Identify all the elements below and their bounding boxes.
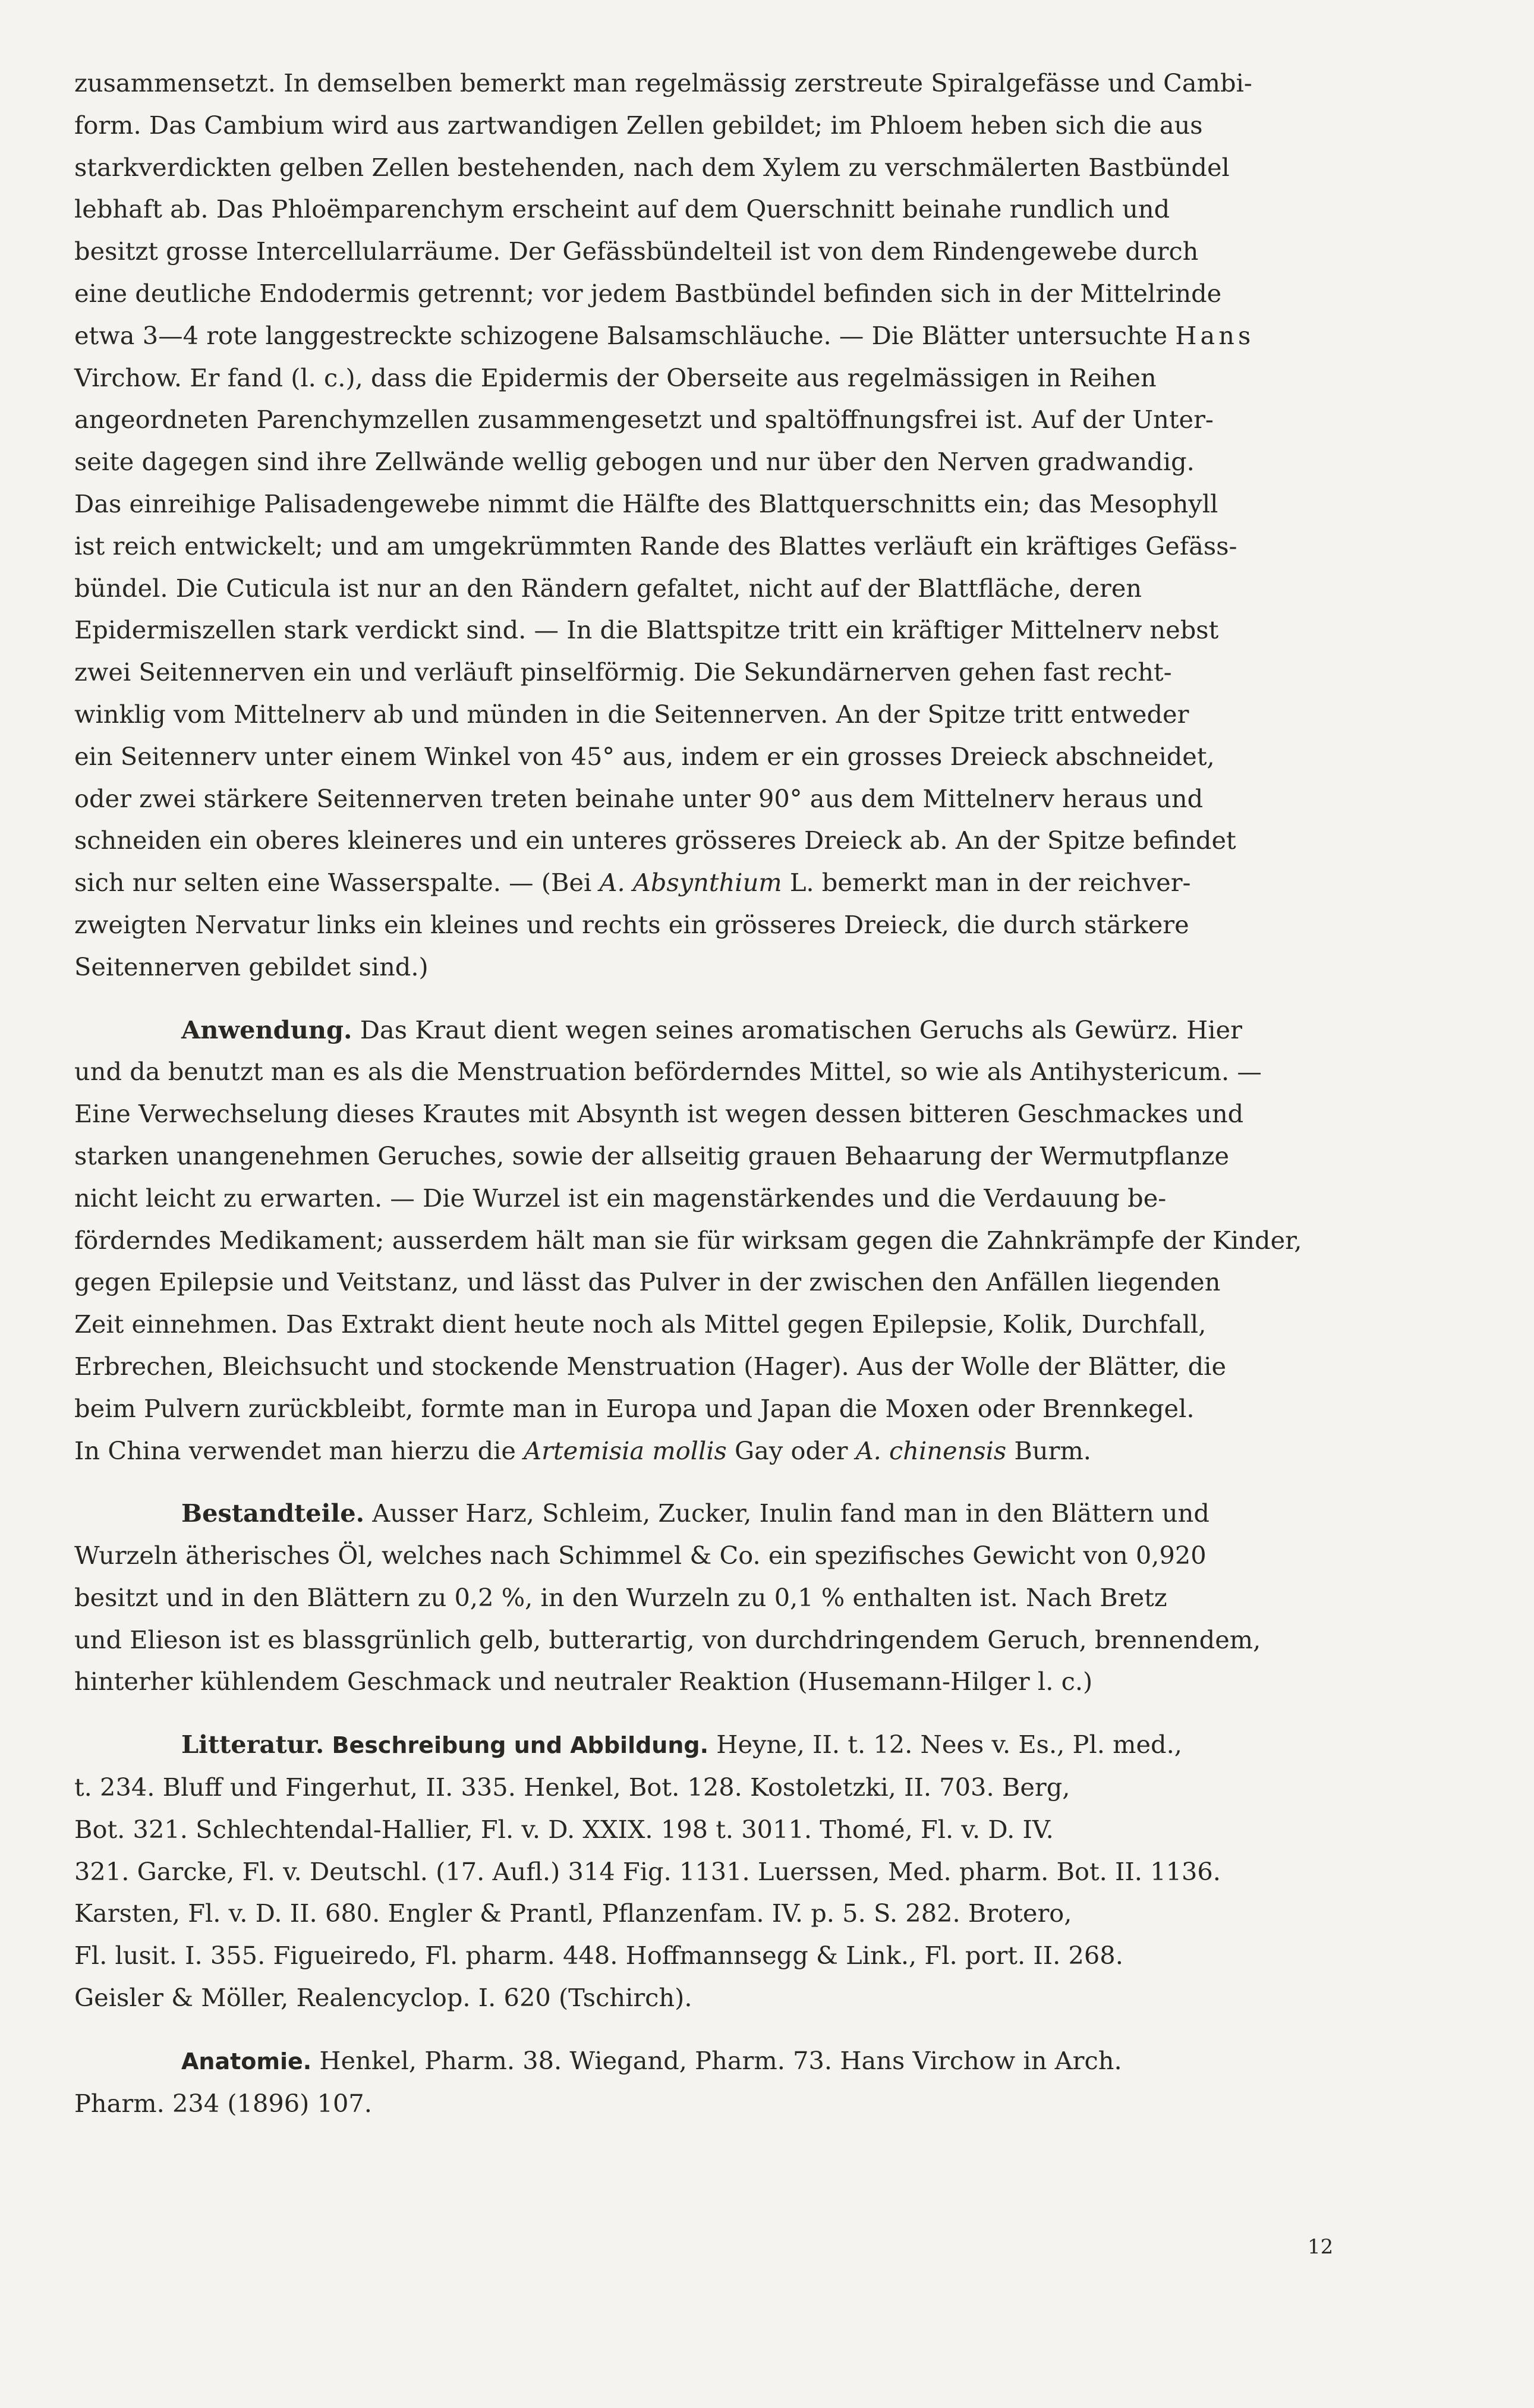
text-line: zwei Seitennerven ein und verläuft pinselförmig. Die Sekundärnerven gehen fast recht- <box>74 657 1172 687</box>
text-line: seite dagegen sind ihre Zellwände wellig gebogen und nur über den Nerven gradwandig. <box>74 447 1195 477</box>
text-line <box>74 315 1465 357</box>
text-line <box>74 1493 1465 1535</box>
text-segment: Heyne, II. t. 12. Nees v. Es., Pl. med., <box>716 1730 1182 1759</box>
text-line: gegen Epilepsie und Veitstanz, und lässt das Pulver in der zwischen den Anfällen liegenden <box>74 1267 1221 1297</box>
text-line: zusammensetzt. In demselben bemerkt man regelmässig zerstreute Spiralgefässe und Cambi- <box>74 68 1252 97</box>
text-line: ist reich entwickelt; und am umgekrümmten Rande des Blattes verläuft ein kräftiges Gefäss- <box>74 531 1237 561</box>
text-line: starken unangenehmen Geruches, sowie der allseitig grauen Behaarung der Wermutpflanze <box>74 1141 1230 1170</box>
text-line: angeordneten Parenchymzellen zusammengesetzt und spaltöffnungsfrei ist. Auf der Unter- <box>74 405 1214 435</box>
author-name: Hans <box>1175 320 1255 350</box>
text-segment: Das Kraut dient wegen seines aromatischen Geruchs als Gewürz. Hier <box>360 1015 1242 1044</box>
section-heading: Anatomie. <box>181 2048 312 2075</box>
text-line: schneiden ein oberes kleineres und ein unteres grösseres Dreieck ab. An der Spitze befindet <box>74 826 1236 855</box>
section-heading: Litteratur. <box>181 1730 325 1759</box>
text-line: t. 234. Bluff und Fingerhut, II. 335. Henkel, Bot. 128. Kostoletzki, II. 703. Berg, <box>74 1773 1070 1802</box>
section-litteratur <box>74 1724 1465 2019</box>
section-heading: Anwendung. <box>181 1015 352 1044</box>
text-line: förderndes Medikament; ausserdem hält man sie für wirksam gegen die Zahnkrämpfe der Kinder, <box>74 1225 1302 1255</box>
text-line <box>74 1724 1465 1767</box>
text-segment: In China verwendet man hierzu die <box>74 1436 516 1465</box>
text-line: hinterher kühlendem Geschmack und neutraler Reaktion (Husemann-Hilger l. c.) <box>74 1667 1093 1696</box>
text-line: ein Seitennerv unter einem Winkel von 45° aus, indem er ein grosses Dreieck abschneidet, <box>74 741 1215 771</box>
text-segment: etwa 3—4 rote langgestreckte schizogene Balsamschläuche. — Die Blätter untersuchte <box>74 320 1168 350</box>
text-line: bündel. Die Cuticula ist nur an den Rändern gefaltet, nicht auf der Blattfläche, deren <box>74 573 1142 603</box>
text-line: lebhaft ab. Das Phloëmparenchym erscheint auf dem Querschnitt beinahe rundlich und <box>74 194 1170 224</box>
text-line: Bot. 321. Schlechtendal-Hallier, Fl. v. D. XXIX. 198 t. 3011. Thomé, Fl. v. D. IV. <box>74 1814 1054 1844</box>
text-line: Pharm. 234 (1896) 107. <box>74 2088 372 2118</box>
text-line: beim Pulvern zurückbleibt, formte man in Europa und Japan die Moxen oder Brennkegel. <box>74 1393 1195 1423</box>
text-line <box>74 862 1465 904</box>
paragraph-anatomy-description <box>74 62 1465 989</box>
text-line: Das einreihige Palisadengewebe nimmt die Hälfte des Blattquerschnitts ein; das Mesophyll <box>74 489 1218 518</box>
text-line: besitzt und in den Blättern zu 0,2 %, in den Wurzeln zu 0,1 % enthalten ist. Nach Bretz <box>74 1582 1167 1612</box>
species-name: Artemisia mollis <box>524 1436 727 1465</box>
text-line <box>74 2040 1465 2083</box>
page-number: 12 <box>1308 2235 1334 2259</box>
text-segment: Ausser Harz, Schleim, Zucker, Inulin fand man in den Blättern und <box>372 1499 1209 1528</box>
section-subheading: Beschreibung und Abbildung. <box>332 1732 709 1759</box>
text-line: zweigten Nervatur links ein kleines und rechts ein grösseres Dreieck, die durch stärkere <box>74 909 1189 939</box>
text-segment: Burm. <box>1014 1436 1091 1465</box>
species-name: Absynthium <box>632 868 782 898</box>
text-line: form. Das Cambium wird aus zartwandigen Zellen gebildet; im Phloem heben sich die aus <box>74 110 1203 140</box>
text-segment: Virchow. Er fand (l. c.), dass die Epidermis der Oberseite aus regelmässigen in Reihen <box>74 363 1157 392</box>
text-line: 321. Garcke, Fl. v. Deutschl. (17. Aufl.) 314 Fig. 1131. Luerssen, Med. pharm. Bot. II. 1136. <box>74 1856 1221 1886</box>
text-line: Geisler & Möller, Realencyclop. I. 620 (Tschirch). <box>74 1983 692 2013</box>
text-line: Epidermiszellen stark verdickt sind. — In die Blattspitze tritt ein kräftiger Mittelnerv nebst <box>74 615 1219 645</box>
section-anatomie <box>74 2040 1465 2125</box>
species-name: A. chinensis <box>855 1436 1007 1465</box>
text-line: besitzt grosse Intercellularräume. Der Gefässbündelteil ist von dem Rindengewebe durch <box>74 237 1199 266</box>
text-line: winklig vom Mittelnerv ab und münden in die Seitennerven. An der Spitze tritt entweder <box>74 699 1189 729</box>
text-line: starkverdickten gelben Zellen bestehenden, nach dem Xylem zu verschmälerten Bastbündel <box>74 152 1230 182</box>
section-bestandteile <box>74 1493 1465 1703</box>
text-segment: Henkel, Pharm. 38. Wiegand, Pharm. 73. Hans Virchow in Arch. <box>319 2045 1122 2075</box>
text-line: eine deutliche Endodermis getrennt; vor jedem Bastbündel befinden sich in der Mittelrinde <box>74 278 1222 308</box>
main-text <box>74 62 1465 2124</box>
text-line: und da benutzt man es als die Menstruation beförderndes Mittel, so wie als Antihystericum. — <box>74 1057 1262 1087</box>
text-line: Eine Verwechselung dieses Krautes mit Absynth ist wegen dessen bitteren Geschmackes und <box>74 1099 1244 1129</box>
text-line: nicht leicht zu erwarten. — Die Wurzel ist ein magenstärkendes und die Verdauung be- <box>74 1183 1167 1213</box>
text-line: Zeit einnehmen. Das Extrakt dient heute noch als Mittel gegen Epilepsie, Kolik, Durchfall, <box>74 1310 1207 1339</box>
text-line: Karsten, Fl. v. D. II. 680. Engler & Prantl, Pflanzenfam. IV. p. 5. S. 282. Brotero, <box>74 1899 1072 1928</box>
species-abbr: A. <box>599 868 625 898</box>
text-line <box>74 1430 1465 1472</box>
text-line: Fl. lusit. I. 355. Figueiredo, Fl. pharm. 448. Hoffmannsegg & Link., Fl. port. II. 268. <box>74 1941 1123 1971</box>
text-segment: L. bemerkt man in der reichver- <box>789 868 1191 898</box>
text-line: oder zwei stärkere Seitennerven treten beinahe unter 90° aus dem Mittelnerv heraus und <box>74 783 1204 813</box>
text-line: Seitennerven gebildet sind.) <box>74 952 429 981</box>
text-segment: sich nur selten eine Wasserspalte. — (Bei <box>74 868 592 898</box>
section-anwendung <box>74 1009 1465 1472</box>
text-line: Erbrechen, Bleichsucht und stockende Menstruation (Hager). Aus der Wolle der Blätter, die <box>74 1351 1227 1381</box>
text-line: Wurzeln ätherisches Öl, welches nach Schimmel & Co. ein spezifisches Gewicht von 0,920 <box>74 1541 1207 1570</box>
text-line <box>74 357 1465 399</box>
text-segment: Gay oder <box>735 1436 848 1465</box>
section-heading: Bestandteile. <box>181 1499 365 1528</box>
text-line <box>74 1009 1465 1052</box>
text-line: und Elieson ist es blassgrünlich gelb, butterartig, von durchdringendem Geruch, brennendem, <box>74 1625 1261 1654</box>
